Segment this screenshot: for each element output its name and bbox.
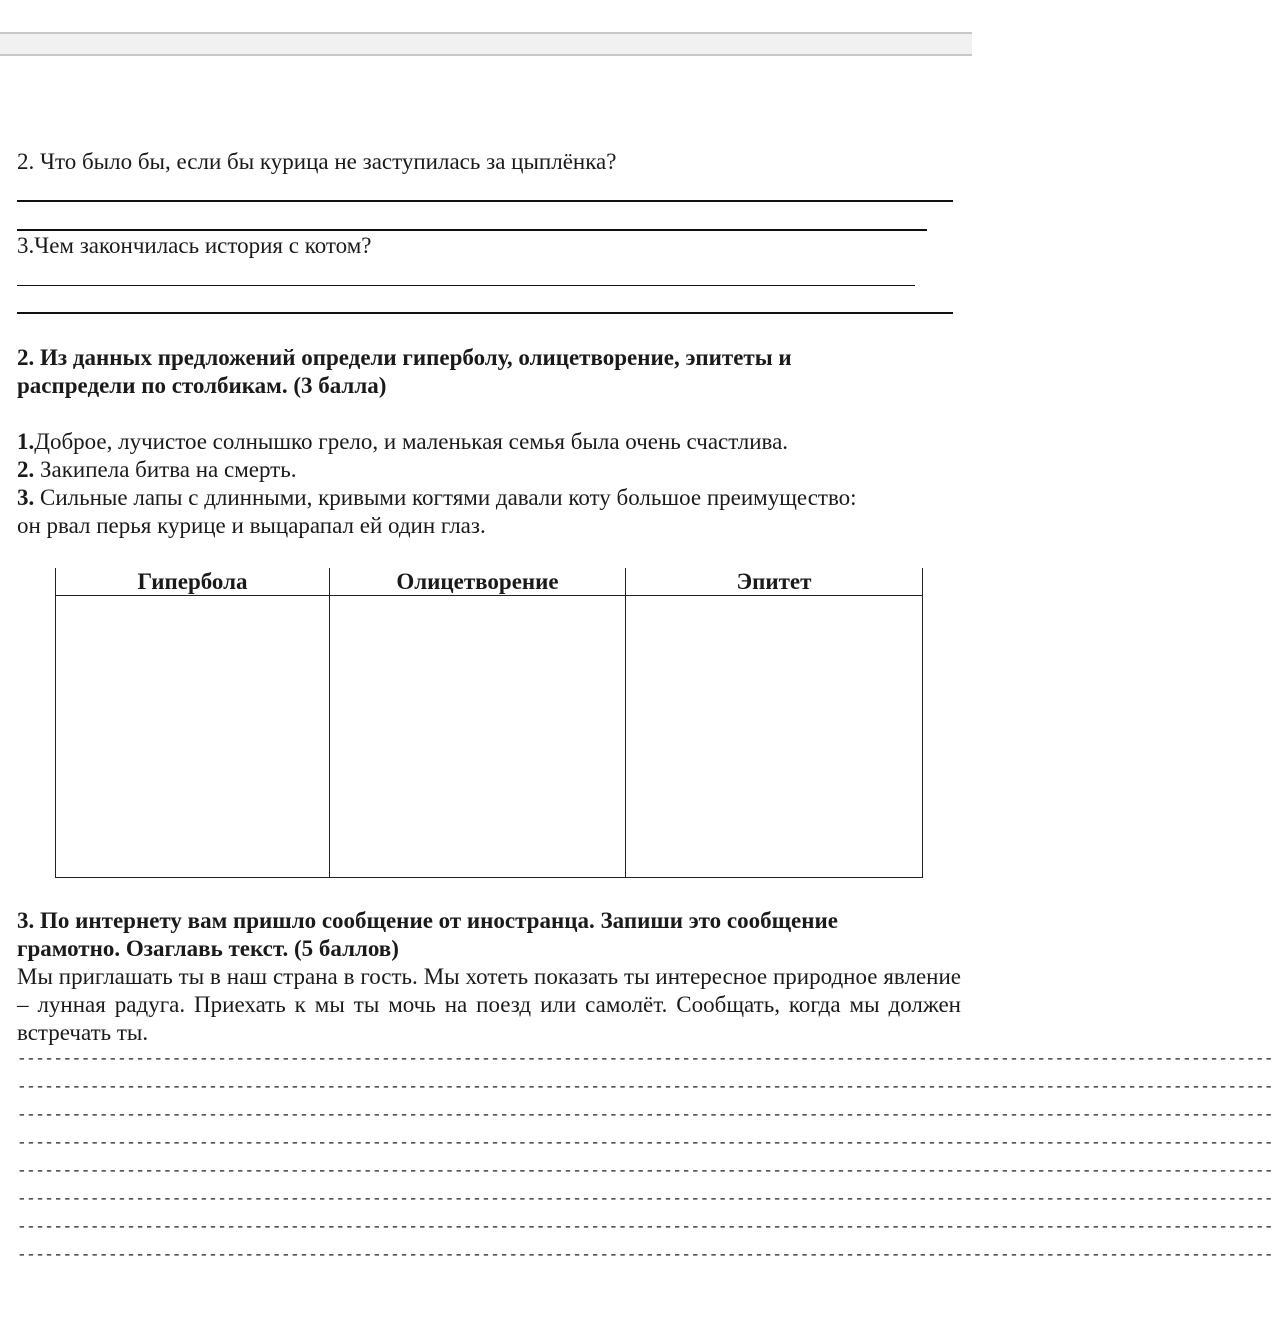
task-2-title-line1: 2. Из данных предложений определи гиперболу, олицетворение, эпитеты и <box>17 345 792 370</box>
sentence-3-continued: он рвал перья курице и выцарапал ей один глаз. <box>17 513 486 538</box>
sentence-text: Сильные лапы с длинными, кривыми когтями давали коту большое преимущество: <box>34 485 857 510</box>
task-2-title-line2: распредели по столбикам. (3 балла) <box>17 373 387 398</box>
sentence-number: 2. <box>17 457 35 482</box>
sentence-text: Закипела битва на смерть. <box>34 457 297 482</box>
dashed-answer-line: ------------------------------------------------------------------------------------------------------------------------------------------ <box>17 1078 1273 1096</box>
sentence-2 <box>17 456 296 484</box>
sentence-text: Доброе, лучистое солнышко грело, и маленькая семья была очень счастлива. <box>34 429 789 454</box>
dashed-answer-line: ------------------------------------------------------------------------------------------------------------------------------------------ <box>17 1190 1273 1208</box>
classification-table <box>55 568 923 878</box>
dashed-answer-line: ------------------------------------------------------------------------------------------------------------------------------------------ <box>17 1134 1273 1152</box>
answer-line <box>17 312 953 314</box>
dashed-answer-line: ------------------------------------------------------------------------------------------------------------------------------------------ <box>17 1246 1273 1264</box>
answer-cell-epithet[interactable] <box>626 596 923 878</box>
sentence-3 <box>17 484 857 512</box>
task-3-title-line2: грамотно. Озаглавь текст. (5 баллов) <box>17 936 399 961</box>
foreigner-message: Мы приглашать ты в наш страна в гость. Мы хотеть показать ты интересное природное явление – лунная радуга. Приехать к мы ты мочь на поезд или самолёт. Сообщать, когда мы должен встречать ты. <box>17 964 961 1045</box>
answer-line <box>17 200 953 202</box>
answer-line <box>17 229 927 231</box>
question-3-text: 3.Чем закончилась история с котом? <box>17 233 372 258</box>
sentence-1 <box>17 428 788 456</box>
sentence-number: 3. <box>17 485 35 510</box>
column-header-personification: Олицетворение <box>330 568 626 596</box>
top-toolbar-strip <box>0 32 972 56</box>
dashed-answer-line: ------------------------------------------------------------------------------------------------------------------------------------------ <box>17 1106 1273 1124</box>
answer-cell-hyperbole[interactable] <box>56 596 330 878</box>
sentence-number: 1. <box>17 429 35 454</box>
dashed-answer-line: ------------------------------------------------------------------------------------------------------------------------------------------ <box>17 1218 1273 1236</box>
answer-cell-personification[interactable] <box>330 596 626 878</box>
dashed-answer-line: ------------------------------------------------------------------------------------------------------------------------------------------ <box>17 1050 1273 1068</box>
column-header-epithet: Эпитет <box>626 568 923 596</box>
answer-line <box>17 285 915 286</box>
question-2-text: 2. Что было бы, если бы курица не заступилась за цыплёнка? <box>17 149 617 174</box>
column-header-hyperbole: Гипербола <box>56 568 330 596</box>
dashed-answer-line: ------------------------------------------------------------------------------------------------------------------------------------------ <box>17 1162 1273 1180</box>
task-3-title-line1: 3. По интернету вам пришло сообщение от иностранца. Запиши это сообщение <box>17 908 838 933</box>
